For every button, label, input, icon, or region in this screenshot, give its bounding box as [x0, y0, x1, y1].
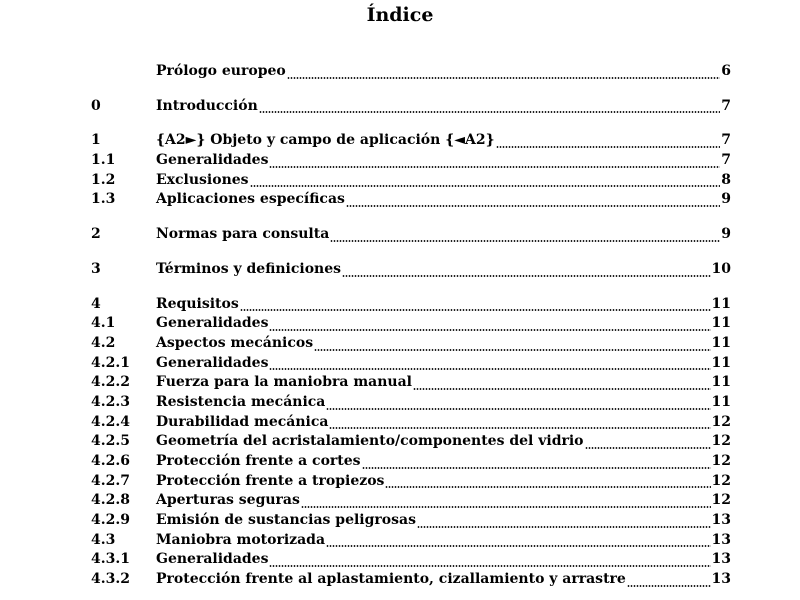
toc-entry-number: 4.3 [91, 531, 116, 548]
toc-entry-label: Durabilidad mecánica [156, 413, 329, 430]
toc-entry[interactable] [91, 433, 731, 453]
toc-entry-number: 2 [91, 226, 101, 243]
toc-dot-leader [269, 317, 710, 331]
toc-entry-label: Protección frente al aplastamiento, cizallamiento y arrastre [156, 571, 626, 588]
toc-entry-label: {A2►} Objeto y campo de aplicación {◄A2} [156, 132, 495, 149]
toc-entry-label: Aperturas seguras [156, 492, 300, 509]
toc-dot-leader [269, 154, 720, 168]
toc-entry-page-number: 8 [721, 171, 731, 188]
toc-dot-leader [346, 193, 720, 207]
toc-dot-leader [413, 376, 711, 390]
toc-dot-leader [627, 573, 711, 587]
toc-entry-number: 4.3.1 [91, 551, 130, 568]
toc-entry[interactable] [91, 63, 731, 83]
toc-entry-page-number: 9 [721, 191, 731, 208]
toc-entry-label: Geometría del acristalamiento/componentes del vidrio [156, 433, 584, 450]
toc-entry-number: 4.2.1 [91, 354, 130, 371]
toc-dot-leader [301, 494, 711, 508]
toc-entry-page-number: 12 [711, 472, 731, 489]
toc-entry-label: Normas para consulta [156, 226, 330, 243]
toc-entry[interactable] [91, 152, 731, 172]
toc-entry-label: Generalidades [156, 315, 269, 332]
toc-entry-number: 0 [91, 97, 101, 114]
toc-entry-page-number: 11 [711, 334, 731, 351]
toc-entry-number: 4 [91, 295, 101, 312]
toc-entry-label: Introducción [156, 97, 258, 114]
toc-entry-page-number: 13 [711, 571, 731, 588]
toc-entry-label: Aplicaciones específicas [156, 191, 345, 208]
toc-entry-number: 4.2.3 [91, 393, 130, 410]
toc-entry-label: Protección frente a cortes [156, 453, 361, 469]
toc-dot-leader [240, 297, 711, 311]
toc-entry-number: 4.3.2 [91, 571, 130, 588]
toc-dot-leader [326, 533, 710, 547]
toc-entry-page-number: 7 [721, 132, 731, 149]
toc-entry-number: 1 [91, 132, 101, 149]
toc-dot-leader [269, 553, 710, 567]
toc-entry[interactable] [91, 98, 731, 118]
toc-entry[interactable] [91, 374, 731, 394]
toc-entry-page-number: 12 [711, 433, 731, 450]
toc-dot-leader [342, 263, 710, 277]
toc-entry-number: 4.1 [91, 315, 116, 332]
toc-entry-number: 4.2.4 [91, 413, 130, 430]
toc-entry-number: 1.2 [91, 171, 116, 188]
toc-entry[interactable] [91, 335, 731, 355]
toc-entry-label: Resistencia mecánica [156, 393, 326, 410]
toc-entry-page-number: 13 [711, 551, 731, 568]
toc-entry-page-number: 13 [711, 531, 731, 548]
toc-entry-label: Términos y definiciones [156, 260, 342, 277]
toc-dot-leader [250, 173, 721, 187]
toc-entry[interactable] [91, 172, 731, 192]
toc-entry-page-number: 11 [711, 393, 731, 410]
toc-entry-page-number: 13 [711, 512, 731, 529]
toc-entry[interactable] [91, 191, 731, 211]
toc-entry-number: 4.2.5 [91, 433, 130, 450]
toc-entry-number: 4.2.2 [91, 374, 130, 391]
toc-entry[interactable] [91, 551, 731, 571]
toc-entry-number: 4.2 [91, 334, 116, 351]
toc-dot-leader [269, 356, 710, 370]
toc-entry[interactable] [91, 296, 731, 316]
toc-entry-number: 4.2.7 [91, 472, 130, 489]
toc-entry-number: 1.1 [91, 152, 116, 169]
toc-entry-label: Fuerza para la maniobra manual [156, 374, 412, 391]
toc-entry[interactable] [91, 532, 731, 552]
toc-entry-label: Generalidades [156, 354, 269, 371]
toc-entry-page-number: 7 [721, 152, 731, 169]
toc-entry-number: 4.2.6 [91, 453, 130, 469]
toc-entry-page-number: 7 [721, 97, 731, 114]
toc-entry-label: Protección frente a tropiezos [156, 472, 385, 489]
toc-list [91, 63, 731, 591]
toc-entry-number: 4.2.9 [91, 512, 130, 529]
toc-entry-page-number: 11 [711, 374, 731, 391]
toc-dot-leader [330, 228, 720, 242]
toc-dot-leader [314, 337, 710, 351]
page-title: Índice [366, 4, 434, 26]
toc-dot-leader [326, 396, 710, 410]
toc-entry-number: 4.2.8 [91, 492, 130, 509]
toc-entry-label: Requisitos [156, 295, 239, 312]
toc-dot-leader [496, 134, 721, 148]
toc-entry[interactable] [91, 132, 731, 152]
toc-dot-leader [329, 415, 710, 429]
toc-entry-number: 1.3 [91, 191, 116, 208]
toc-dot-leader [417, 514, 711, 528]
toc-entry-label: Maniobra motorizada [156, 531, 326, 548]
toc-entry-number: 3 [91, 260, 101, 277]
toc-entry[interactable] [91, 315, 731, 335]
toc-entry[interactable] [91, 261, 731, 281]
toc-entry[interactable] [91, 226, 731, 246]
toc-entry-page-number: 12 [711, 453, 731, 469]
toc-entry-page-number: 12 [711, 413, 731, 430]
toc-entry[interactable] [91, 492, 731, 512]
toc-entry-label: Aspectos mecánicos [156, 334, 314, 351]
toc-entry-page-number: 11 [711, 295, 731, 312]
toc-entry-label: Exclusiones [156, 171, 249, 188]
toc-dot-leader [259, 99, 720, 113]
toc-dot-leader [585, 435, 711, 449]
toc-entry-page-number: 11 [711, 315, 731, 332]
toc-entry[interactable] [91, 355, 731, 375]
toc-entry-page-number: 9 [721, 226, 731, 243]
toc-entry-page-number: 11 [711, 354, 731, 371]
toc-dot-leader [287, 65, 721, 79]
toc-entry-label: Prólogo europeo [156, 63, 286, 79]
toc-entry-page-number: 12 [711, 492, 731, 509]
toc-entry[interactable] [91, 473, 731, 493]
toc-entry[interactable] [91, 453, 731, 473]
toc-entry-label: Generalidades [156, 152, 269, 169]
toc-entry-label: Emisión de sustancias peligrosas [156, 512, 416, 529]
toc-entry-page-number: 10 [711, 260, 731, 277]
toc-entry-label: Generalidades [156, 551, 269, 568]
toc-entry[interactable] [91, 512, 731, 532]
toc-dot-leader [385, 474, 710, 488]
toc-dot-leader [362, 455, 711, 469]
toc-entry[interactable] [91, 394, 731, 414]
toc-entry[interactable] [91, 414, 731, 434]
toc-entry-page-number: 6 [721, 63, 731, 79]
toc-entry[interactable] [91, 571, 731, 591]
